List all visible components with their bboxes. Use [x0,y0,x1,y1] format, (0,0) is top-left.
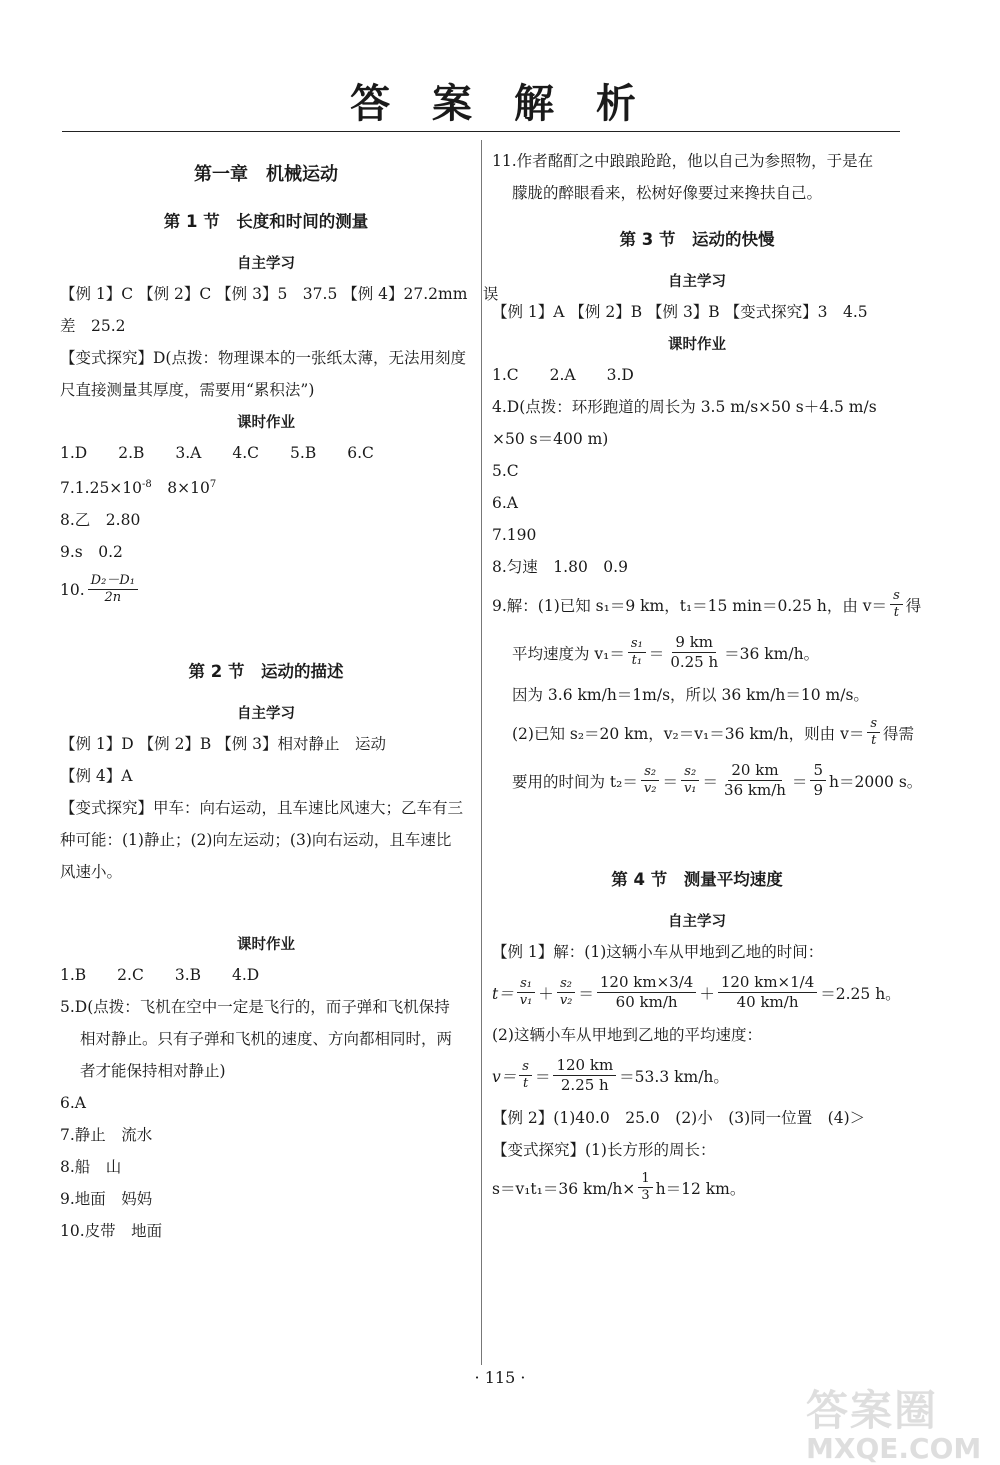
answer-line [60,573,472,606]
section-1-heading: 第 1 节 长度和时间的测量 [163,212,369,231]
column-divider [481,140,482,1365]
fraction [88,573,138,606]
page-title: 答 案 解 析 [350,81,650,127]
numerator: s [867,716,880,733]
fraction [810,761,826,800]
plus: ＋ [538,984,554,1003]
answer-line: 5.D(点拨：飞机在空中一定是飞行的，而子弹和飞机保持 [60,998,450,1017]
denominator: t [871,733,877,748]
answer-line: 因为 3.6 km/h＝1m/s，所以 36 km/h＝10 m/s。 [512,686,869,704]
answer-text: s＝v₁t₁＝36 km/h× [492,1179,636,1198]
denominator: v₁ [683,781,697,796]
answer-line: 朦胧的醉眼看来，松树好像要过来搀扶自己。 [512,184,823,202]
answer-line: ×50 s＝400 m) [492,430,609,448]
self-study-heading: 自主学习 [668,914,726,930]
self-study-heading: 自主学习 [237,706,295,723]
numerator: 120 km×1/4 [718,973,817,993]
answer-line: 4.D(点拨：环形跑道的周长为 3.5 m/s×50 s＋4.5 m/s [492,398,877,416]
answer-line: 6.A [60,1094,86,1113]
numerator: 20 km [728,761,781,781]
answer-line: 7.190 [492,526,537,544]
fraction [890,588,903,621]
denominator: t₁ [631,653,643,668]
numerator: s₁ [628,636,646,653]
answer-line: 8.船 山 [60,1158,122,1177]
exponent: 7 [209,479,217,490]
answer-line [492,761,923,800]
answer-line: 【例 2】(1)40.0 25.0 (2)小 (3)同一位置 (4)＞ [492,1109,866,1127]
answer-line: 1.C 2.A 3.D [492,366,634,384]
denominator: v₁ [519,993,533,1008]
answer-line: 5.C [492,462,519,480]
fraction [867,716,880,749]
denominator: 0.25 h [670,653,719,671]
equals: ＝ [791,772,808,791]
watermark-logo [806,1378,996,1465]
denominator: t [522,1076,529,1091]
fraction [721,761,789,800]
plus: ＋ [699,984,715,1003]
answer-line: 【变式探究】(1)长方形的周长： [492,1141,716,1159]
answer-line: 【变式探究】D(点拨：物理课本的一张纸太薄，无法用刻度 [60,349,466,367]
answer-line [492,1171,902,1204]
denominator: 60 km/h [615,993,678,1011]
numerator: s₂ [681,764,699,781]
numerator: s [890,588,903,605]
denominator: 40 km/h [736,993,799,1011]
denominator: 2n [104,590,122,606]
answer-line: 差 25.2 [60,317,126,335]
homework-heading: 课时作业 [237,937,295,954]
right-column [492,150,923,1216]
answer-line: 8.乙 2.80 [60,511,141,530]
left-column [60,150,499,1252]
fraction [597,973,696,1012]
self-study-heading: 自主学习 [237,256,295,272]
fraction [517,976,536,1009]
answer-line [492,716,915,749]
section-4-heading: 第 4 节 测量平均速度 [611,870,783,889]
exponent: -8 [142,479,152,490]
section-3-heading: 第 3 节 运动的快慢 [619,230,775,249]
answer-line: 【变式探究】甲车：向右运动，且车速比风速大；乙车有三 [60,799,464,818]
answer-line: 6.A [492,494,518,512]
fraction [641,764,660,797]
fraction [667,633,721,672]
answer-line: 【例 1】A 【例 2】B 【例 3】B 【变式探究】3 4.5 [492,303,868,321]
watermark-text: 答案圈 [806,1386,939,1435]
answer-line: 1.D 2.B 3.A 4.C 5.B 6.C [60,444,374,462]
answer-line: 种可能：(1)静止；(2)向左运动；(3)向右运动，且车速比 [60,831,452,850]
numerator: s₁ [517,976,535,993]
numerator: s₂ [641,764,659,781]
answer-line: 【例 1】解：(1)这辆小车从甲地到乙地的时间： [492,943,824,961]
answer-text: h＝2000 s。 [828,772,923,791]
answer-line: 【例 1】D 【例 2】B 【例 3】相对静止 运动 [60,735,387,754]
answer-text: ＝36 km/h。 [724,644,820,663]
answer-text: 8×10 [151,479,210,498]
answer-text: 9.解：(1)已知 s₁＝9 km，t₁＝15 min＝0.25 h，由 v＝ [492,596,888,615]
answer-line: 8.匀速 1.80 0.9 [492,558,628,576]
homework-heading: 课时作业 [237,415,295,431]
answer-text: 要用的时间为 t₂＝ [512,772,638,791]
answer-text: 平均速度为 v₁＝ [512,644,625,663]
answer-line: 【例 1】C 【例 2】C 【例 3】5 37.5 【例 4】27.2mm 误 [60,285,499,303]
section-2-heading: 第 2 节 运动的描述 [188,662,344,682]
numerator: s₂ [557,976,575,993]
answer-line: 相对静止。只有子弹和飞机的速度、方向都相同时，两 [80,1030,453,1049]
answer-line [60,474,472,499]
equals: ＝ [578,984,594,1003]
answer-line [492,973,902,1012]
answer-text: ＝53.3 km/h。 [619,1067,729,1086]
answer-line [492,633,902,672]
answer-line [492,588,922,621]
denominator: 3 [641,1188,650,1203]
answer-line: 1.B 2.C 3.B 4.D [60,966,260,985]
denominator: t [893,605,900,620]
denominator: 36 km/h [724,781,786,799]
answer-text: (2)已知 s₂＝20 km，v₂＝v₁＝36 km/h，则由 v＝ [512,724,865,743]
denominator: v₂ [643,781,657,796]
fraction [718,973,817,1012]
numerator: D₂－D₁ [88,573,138,590]
watermark-url: MXQE.COM [806,1432,982,1465]
numerator: 5 [810,761,826,781]
equals: ＝ [648,644,665,663]
denominator: 9 [813,781,823,799]
numerator: 1 [638,1171,652,1188]
answer-text: h＝12 km。 [655,1179,746,1198]
numerator: 120 km [553,1056,616,1076]
self-study-heading: 自主学习 [668,274,726,290]
fraction [681,764,700,797]
answer-text: 7.1.25×10 [60,479,143,498]
homework-heading: 课时作业 [668,337,726,353]
numerator: 120 km×3/4 [597,973,696,993]
fraction [557,976,576,1009]
answer-line: 10.皮带 地面 [60,1222,163,1241]
answer-line: 9.地面 妈妈 [60,1190,153,1209]
numerator: s [519,1059,532,1076]
denominator: 2.25 h [560,1076,609,1094]
answer-text: ＝2.25 h。 [820,984,901,1003]
fraction [628,636,646,669]
answer-line: 【例 4】A [60,767,133,786]
answer-text: 得需 [883,724,915,743]
fraction [638,1171,652,1204]
answer-text: 10. [60,580,85,599]
equals: ＝ [702,772,719,791]
answer-text: t＝ [492,984,514,1003]
page-number: · 115 · [474,1368,526,1387]
answer-line: 尺直接测量其厚度，需要用“累积法”) [60,381,315,399]
answer-line: 11.作者酩酊之中踉踉跄跄，他以自己为参照物，于是在 [492,152,874,170]
answer-text: 得 [905,596,922,615]
denominator: v₂ [559,993,573,1008]
fraction [519,1059,532,1092]
answer-line: 风速小。 [60,863,123,882]
numerator: 9 km [672,633,716,653]
fraction [553,1056,616,1095]
answer-line [492,1056,902,1095]
equals: ＝ [662,772,678,791]
equals: ＝ [534,1067,551,1086]
answer-text: v＝ [492,1067,517,1086]
title-rule [62,131,900,132]
answer-line: 7.静止 流水 [60,1126,153,1145]
answer-line: (2)这辆小车从甲地到乙地的平均速度： [492,1026,762,1044]
chapter-heading: 第一章 机械运动 [194,164,338,185]
answer-line: 9.s 0.2 [60,543,123,562]
answer-line: 者才能保持相对静止) [80,1062,226,1081]
